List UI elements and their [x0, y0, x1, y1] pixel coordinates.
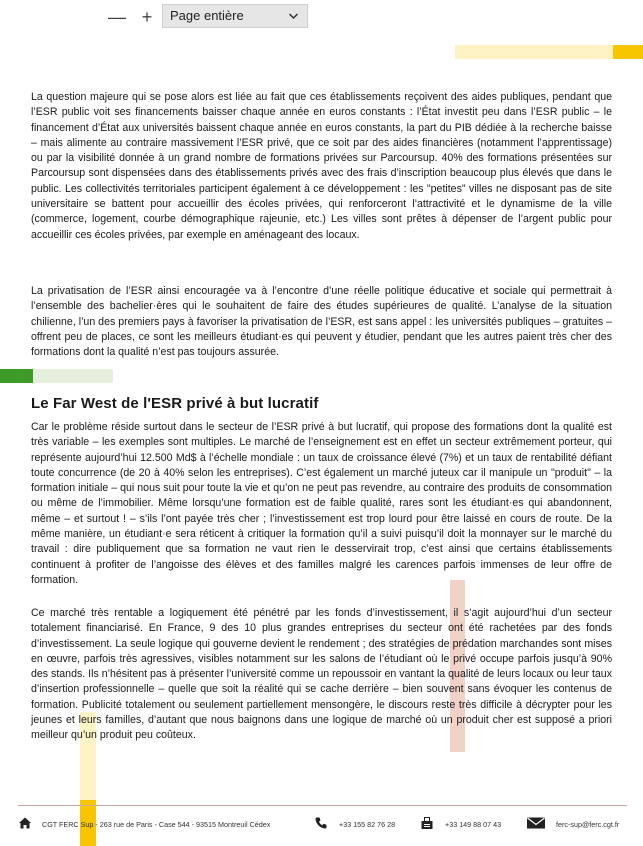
section-heading: Le Far West de l'ESR privé à but lucratif	[31, 395, 319, 412]
email-icon	[526, 816, 546, 835]
footer-email[interactable]: ferc-sup@ferc.cgt.fr	[556, 820, 620, 829]
zoom-select[interactable]	[162, 4, 308, 28]
footer-fax: +33 149 88 07 43	[445, 820, 502, 829]
footer-address: CGT FERC Sup - 263 rue de Paris - Case 544 - 93515 Montreuil Cédex	[42, 820, 271, 829]
zoom-out-button[interactable]: —	[108, 7, 126, 27]
viewer-toolbar	[0, 0, 643, 34]
paragraph-1: La question majeure qui se pose alors est liée au fait que ces établissements reçoivent des aides publiques, pendant que l’ESR public voit ses financements baisser chaque année en euros constants : l’État investit peu dans l’ESR public – le financement d’État aux universités baissent chaque année en euros constants, la part du PIB dédiée à la recherche baisse – mais alimente au contraire massivement l’ESR privé, que ce soit par des aides financières (notamment l’apprentissage) ou par la visibilité donnée à un grand nombre de formations privées sur Parcoursup. 40% des formations présentées sur Parcoursup sont dispensées dans des établissements privés avec des frais d’inscription beaucoup plus élevés que dans le public. Les collectivités territoriales participent également à ce développement : les "petites" villes ne disposant pas de site universitaire se battent pour accueillir des écoles privées, qui renforceront l’attractivité et le dynamisme de la ville (commerce, logement, courbe démographique rajeunie, etc.) Les villes sont prêtes à dépenser de l’argent public pour accueillir ces écoles privées, par exemple en aménageant des locaux.	[31, 91, 612, 241]
chevron-down-icon	[288, 5, 299, 35]
phone-icon	[314, 816, 328, 835]
section-paragraph-1: Car le problème réside surtout dans le secteur de l’ESR privé à but lucratif, qui propose des formations dont la qualité est très variable – les exemples sont multiples. Le marché de l’enseignement est en effet un secteur extrêmement porteur, qui représente aujourd’hui 12.500 Md$ à l’échelle mondiale : un taux de croissance élevé (7%) et un taux de rentabilité défiant toute concurrence (de 20 à 40% selon les entreprises). C’est également un marché juteux car il manipule un "produit" – la formation initiale – qui nous suit pour toute la vie et qu’on ne peut pas revendre, au contraire des produits de consommation ou même de l’immobilier. Même lorsqu’une formation est de faible qualité, rares sont les étudiant·es qui abandonnent, même – et surtout ! – s’ils l’ont payée très cher ; l’investissement est trop lourd pour être laissé en cours de route. De la même manière, un étudiant·e sera réticent à critiquer la formation qu’il a suivi puisqu’il doit la monnayer sur le marché du travail : dire publiquement que sa formation ne vaut rien le desservirait trop, c’est ainsi que certains établissements continuent à profiter de l’angoisse des élèves et des familles malgré les carences parfois immenses de leur offre de formation.	[31, 421, 612, 586]
zoom-select-value: Page entière	[170, 8, 244, 23]
section-paragraph-2: Ce marché très rentable a logiquement été pénétré par les fonds d’investissement, il s’agit aujourd’hui d’un secteur totalement financiarisé. En France, 9 des 10 plus grandes entreprises du secteur ont été rachetées par des fonds d’investissement. La seule logique qui gouverne devient le rendement ; des stratégies de prédation marchandes sont mises en œuvre, parfois très agressives, visibles notamment sur les salons de l’étudiant où le privé occupe parfois jusqu’à 90% des stands. Ils n’hésitent pas à présenter l’université comme un repoussoir en vantant la qualité de leurs locaux ou leur taux d’insertion professionnelle – quelle que soit la réalité qui se cache derrière – bien souvent sans évoquer les contenus de formation. Publicité totalement ou seulement partiellement mensongère, le discours reste très difficile à décrypter pour les jeunes et leurs familles, d’autant que nous baignons dans une logique de marché où un produit cher est supposé a priori meilleur qu’un produit peu coûteux.	[31, 607, 612, 742]
deco-bar-yellow	[613, 45, 643, 59]
zoom-in-button[interactable]: +	[141, 7, 153, 27]
footer-phone: +33 155 82 76 28	[339, 820, 396, 829]
footer-divider	[18, 805, 627, 806]
deco-bar-pale-yellow	[455, 45, 613, 59]
fax-icon	[420, 816, 434, 835]
deco-bar-green	[0, 369, 33, 383]
paragraph-2: La privatisation de l’ESR ainsi encouragée va à l’encontre d’une réelle politique éducative et sociale qui permettrait à l’ensemble des bachelier·ères qui le souhaitent de faire des études supérieures de qualité. L’analyse de la situation chilienne, l’un des premiers pays à favoriser la privatisation de l’ESR, est sans appel : les universités publiques – gratuites – offrent peu de places, ce sont les meilleurs étudiant·es qui peuvent y étudier, pendant que les autres paient très cher des formations dont la qualité n’est pas toujours assurée.	[31, 285, 612, 359]
deco-bar-pale-green	[33, 369, 113, 383]
home-icon	[18, 816, 32, 835]
